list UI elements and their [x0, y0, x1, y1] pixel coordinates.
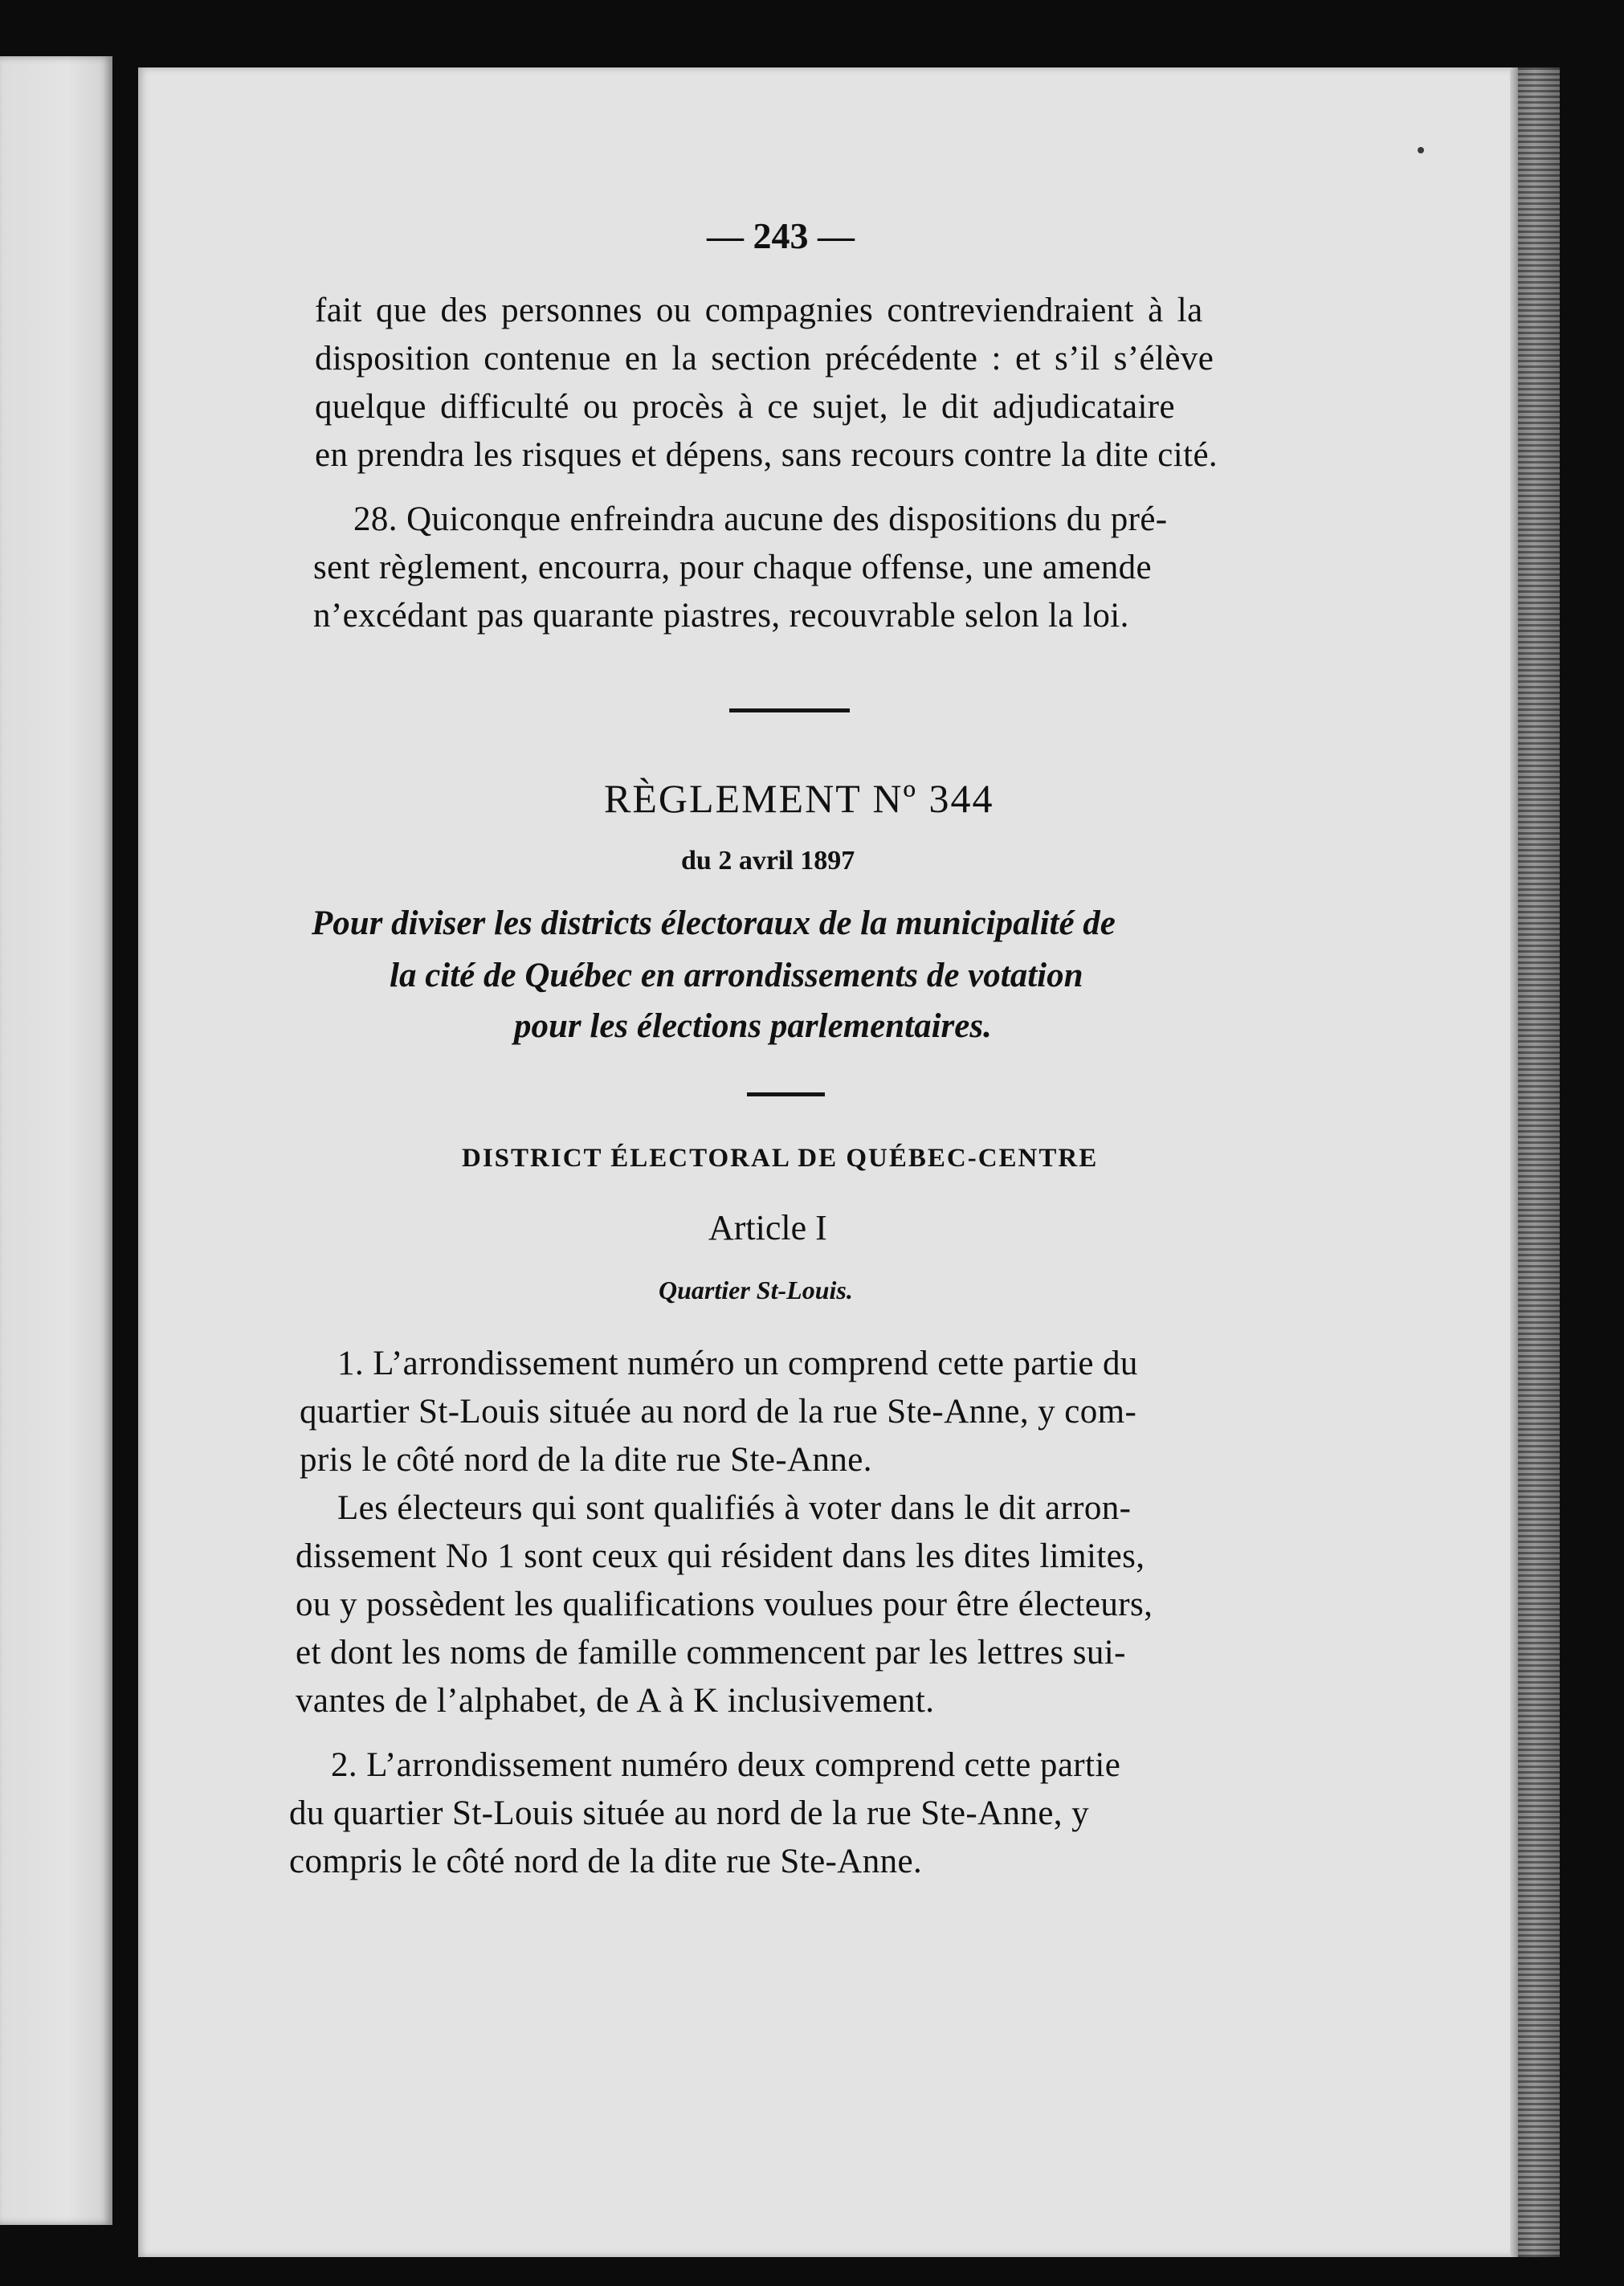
facing-page-edge [0, 56, 112, 2225]
reglement-purpose-line-3: pour les élections parlementaires. [514, 1007, 992, 1045]
electeurs-line-4: et dont les noms de famille commencent par les lettres sui- [296, 1634, 1126, 1672]
paragraph-1-line-1: 1. L’arrondissement numéro un comprend cette partie du [337, 1345, 1138, 1382]
paragraph-2-line-1: 2. L’arrondissement numéro deux comprend cette partie [331, 1746, 1121, 1784]
electeurs-line-3: ou y possèdent les qualifications voulues pour être électeurs, [296, 1586, 1153, 1623]
separator-rule-short [747, 1092, 825, 1096]
reglement-purpose-line-1: Pour diviser les districts électoraux de la municipalité de [312, 904, 1116, 942]
paragraph-1-line-2: quartier St-Louis située au nord de la rue Ste-Anne, y com- [300, 1393, 1137, 1431]
reglement-title: RÈGLEMENT Nº 344 [604, 776, 994, 821]
quartier-heading: Quartier St-Louis. [659, 1276, 853, 1304]
reglement-purpose-line-2: la cité de Québec en arrondissements de votation [390, 957, 1083, 994]
page-block-edge [1518, 67, 1560, 2257]
paragraph-1-line-3: pris le côté nord de la dite rue Ste-Anne. [300, 1441, 872, 1479]
paragraph-2-line-2: du quartier St-Louis située au nord de la rue Ste-Anne, y [289, 1794, 1090, 1832]
section-28-line-1: 28. Quiconque enfreindra aucune des dispositions du pré- [353, 500, 1168, 538]
separator-rule [729, 708, 850, 712]
ink-speck [1418, 147, 1424, 153]
reglement-date: du 2 avril 1897 [681, 846, 855, 876]
article-heading: Article I [708, 1208, 827, 1247]
electeurs-line-5: vantes de l’alphabet, de A à K inclusivement. [296, 1682, 935, 1720]
page-number: — 243 — [707, 215, 855, 256]
paragraph-2-line-3: compris le côté nord de la dite rue Ste-Anne. [289, 1843, 923, 1880]
continuation-line-3: quelque difficulté ou procès à ce sujet, le dit adjudicataire [315, 388, 1175, 426]
section-28-line-3: n’excédant pas quarante piastres, recouvrable selon la loi. [313, 597, 1129, 635]
district-heading: DISTRICT ÉLECTORAL DE QUÉBEC-CENTRE [462, 1144, 1099, 1173]
continuation-line-2: disposition contenue en la section précédente : et s’il s’élève [315, 340, 1214, 378]
continuation-line-4: en prendra les risques et dépens, sans recours contre la dite cité. [315, 436, 1218, 474]
section-28-line-2: sent règlement, encourra, pour chaque offense, une amende [313, 549, 1153, 586]
continuation-line-1: fait que des personnes ou compagnies contreviendraient à la [315, 292, 1203, 329]
electeurs-line-2: dissement No 1 sont ceux qui résident dans les dites limites, [296, 1537, 1145, 1575]
electeurs-line-1: Les électeurs qui sont qualifiés à voter dans le dit arron- [337, 1489, 1132, 1527]
